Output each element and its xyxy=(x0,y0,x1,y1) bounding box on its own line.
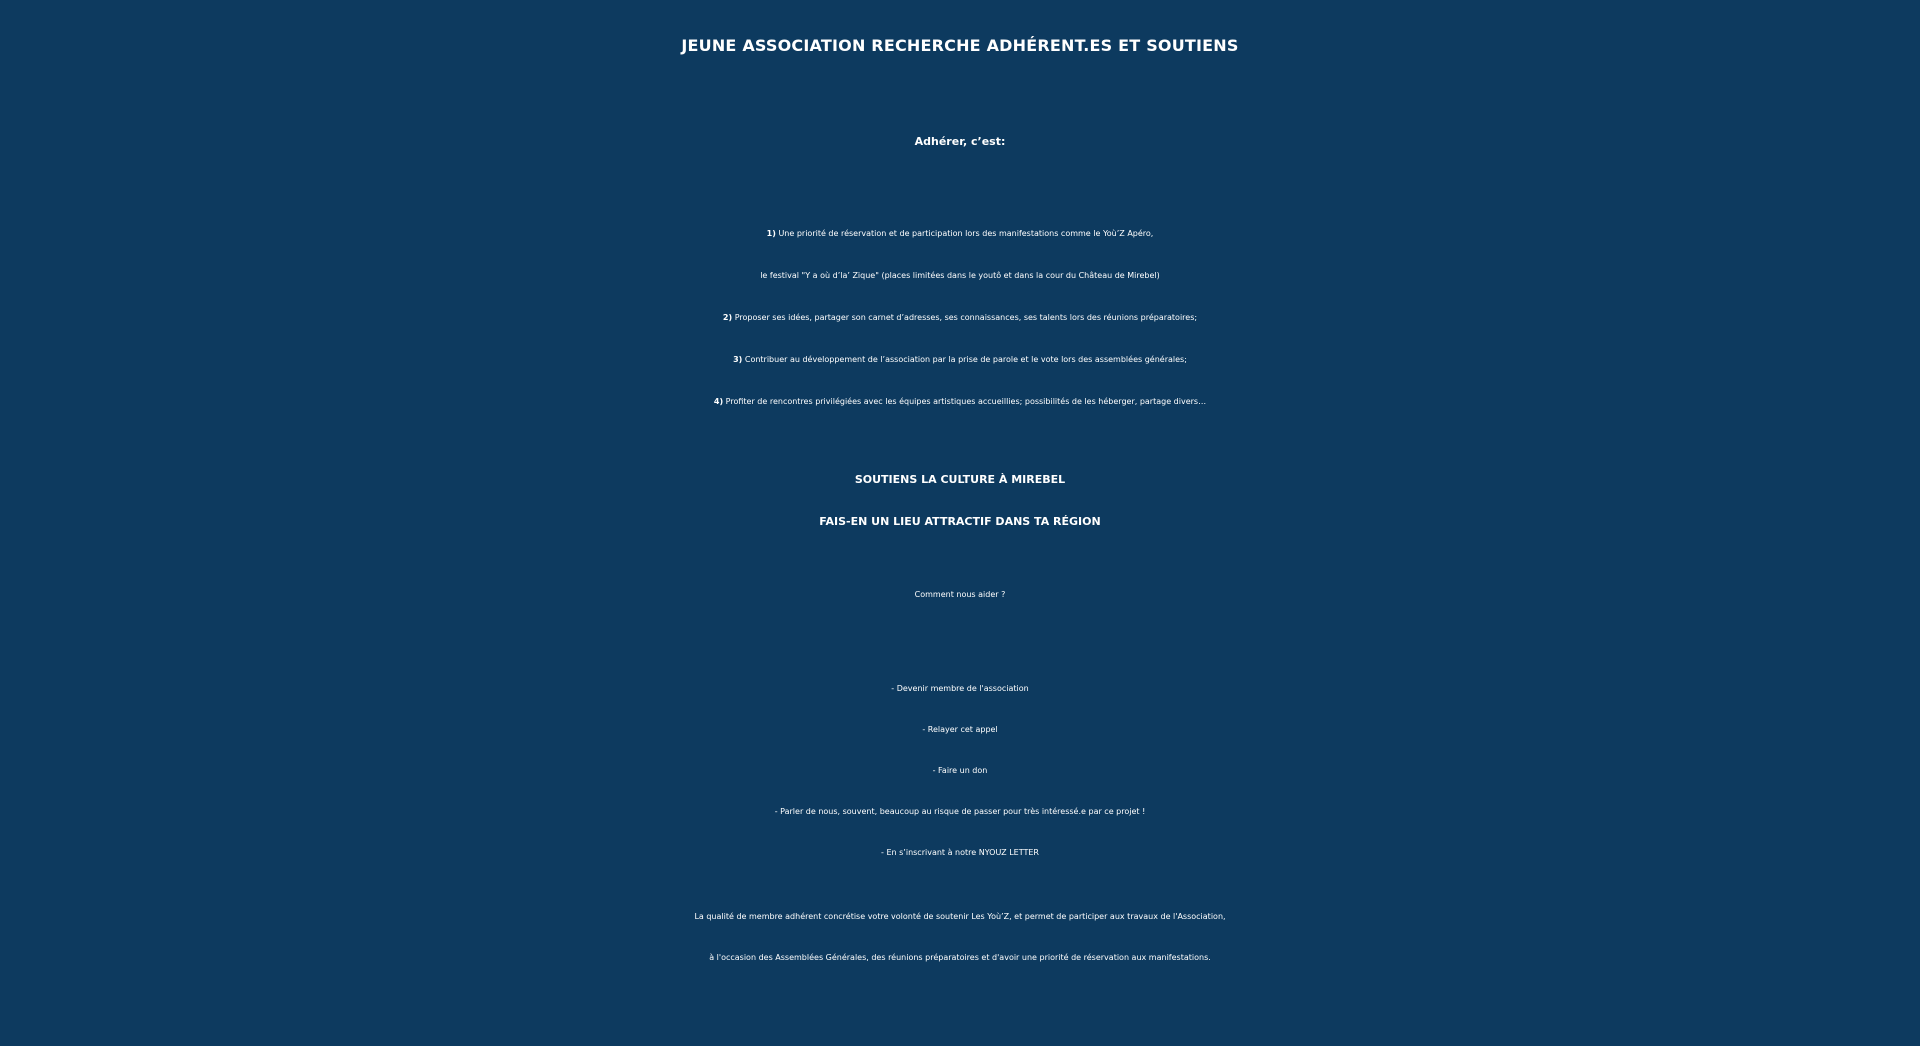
help-item: - Devenir membre de l'association xyxy=(891,684,1029,693)
benefit-text: Profiter de rencontres privilégiées avec les équipes artistiques accueillies; possibilités de les héberger, partage divers… xyxy=(725,397,1207,406)
subheading: Adhérer, c’est: xyxy=(914,135,1006,148)
help-item: - Relayer cet appel xyxy=(922,725,998,734)
benefit-number: 1) xyxy=(766,229,776,238)
help-item: - En s’inscrivant à notre NYOUZ LETTER xyxy=(881,848,1039,857)
benefit-number: 2) xyxy=(722,313,733,322)
main-heading: JEUNE ASSOCIATION RECHERCHE ADHÉRENT.ES ET SOUTIENS xyxy=(681,36,1239,55)
slogan-line-1: SOUTIENS LA CULTURE À MIREBEL xyxy=(854,473,1066,486)
closing-line-1: La qualité de membre adhérent concrétise votre volonté de soutenir Les Yoù’Z, et permet de participer aux travaux de l'Association, xyxy=(694,912,1226,921)
benefit-item xyxy=(0,213,1920,255)
help-question: Comment nous aider ? xyxy=(914,590,1006,599)
benefit-item xyxy=(0,297,1920,339)
help-list xyxy=(0,668,1920,873)
benefit-number: 4) xyxy=(713,397,724,406)
help-item: - Parler de nous, souvent, beaucoup au risque de passer pour très intéressé.e par ce projet ! xyxy=(774,807,1146,816)
benefit-item xyxy=(0,339,1920,381)
benefit-text: Proposer ses idées, partager son carnet d’adresses, ses connaissances, ses talents lors des réunions préparatoires; xyxy=(734,313,1198,322)
slogan-line-2: FAIS-EN UN LIEU ATTRACTIF DANS TA RÉGION xyxy=(819,515,1101,528)
benefit-text: Une priorité de réservation et de participation lors des manifestations comme le Yoù’Z Apéro, xyxy=(778,229,1154,238)
benefit-item-continuation xyxy=(0,255,1920,297)
benefit-text: Contribuer au développement de l’association par la prise de parole et le vote lors des assemblées générales; xyxy=(744,355,1187,364)
benefits-list xyxy=(0,213,1920,423)
help-item: - Faire un don xyxy=(932,766,988,775)
benefit-text: le festival "Y a où d’la’ Zique" (places limitées dans le youtô et dans la cour du Château de Mirebel) xyxy=(760,271,1160,280)
benefit-item xyxy=(0,381,1920,423)
benefit-number: 3) xyxy=(733,355,743,364)
closing-line-2: à l'occasion des Assemblées Générales, des réunions préparatoires et d'avoir une priorité de réservation aux manifestations. xyxy=(709,953,1211,962)
